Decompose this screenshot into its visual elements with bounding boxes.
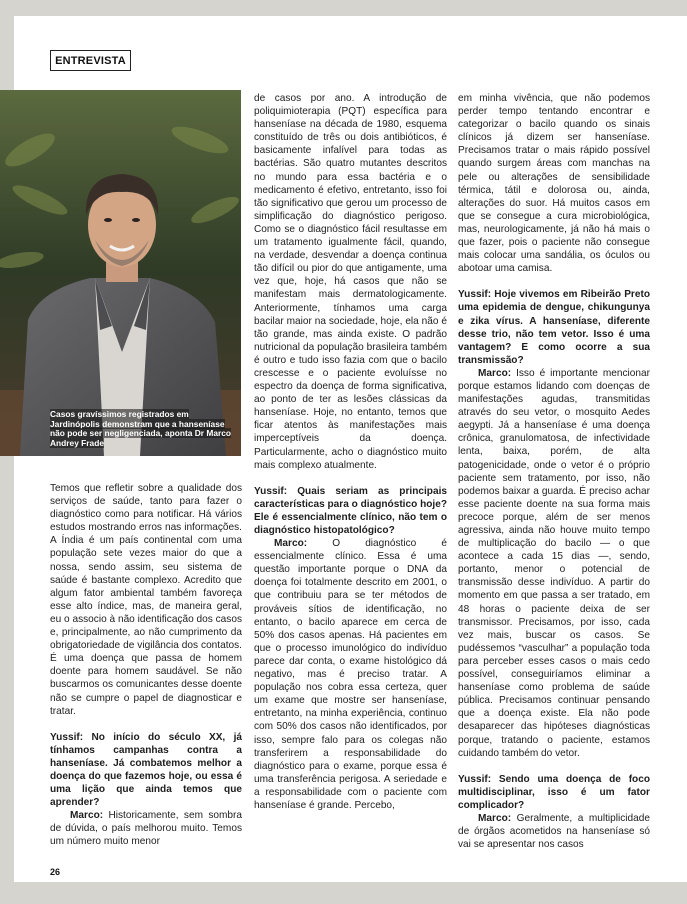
answer-text: Isso é importante mencionar porque estamos lidando com doenças de manifestações agudas, transmitidas através do seu vetor, o mosquito Aedes aegypti. Já a hanseníase é uma doença crônica, granulomatosa, de infectividade lenta, baixa, porém, de alta patogenicidade, onde o vetor é o próprio paciente sem tratamento, por isso, não podemos baixar a guarda. É preciso achar esse paciente doente na sua forma mais precoce porque, além de ser menos agressiva, ainda não houve muito tempo de multiplicação do bacilo — o que acontece a cada 15 dias —, sendo, portanto, menor o potencial de transmissão desse indivíduo. A partir do momento em que passa a ser tratado, em 48 horas o paciente deixa de ser transmissor. Precisamos, por isso, cada vez mais, buscar os casos. Se pudéssemos “vasculhar” a população toda para perceber esses casos o mais cedo possível, conseguiríamos eliminar a hanseníase como problema de saúde pública. Precisamos continuar pensando que a doença existe. Ela não pode desaparecer das hipóteses diagnósticas porque, tratando o paciente, estamos cuidando também do vetor. (458, 367, 650, 759)
photo-caption (50, 410, 240, 448)
question: Yussif: No início do século XX, já tínhamos campanhas contra a hanseníase. Já combatemos melhor a doença do que fazemos hoje, ou essa é uma lição que ainda temos que aprender? (50, 731, 242, 809)
speaker-label: Marco: (478, 367, 512, 379)
answer (458, 812, 650, 851)
speaker-label: Marco: (478, 812, 512, 824)
photo-caption-text: Casos gravíssimos registrados em Jardinópolis demonstram que a hanseníase não pode ser negligenciada, aponta Dr Marco Andrey Frade (50, 409, 232, 448)
question: Yussif: Quais seriam as principais características para o diagnóstico hoje? Ele é essencialmente clínico, não tem o diagnóstico histopatológico? (254, 485, 447, 536)
answer (458, 367, 650, 760)
article-column-1 (50, 482, 242, 849)
speaker-label: Marco: (274, 538, 308, 550)
question: Yussif: Hoje vivemos em Ribeirão Preto uma epidemia de dengue, chikungunya e zika vírus. A hanseníase, diferente desse trio, não tem vetor. Isso é uma vantagem? E como ocorre a sua transmissão? (458, 289, 650, 366)
portrait-image (0, 90, 241, 456)
answer (254, 537, 447, 812)
paragraph: de casos por ano. A introdução de poliquimioterapia (PQT) específica para hanseníase na década de 1980, esquema constituído de três ou dois antibióticos, é basicamente infalível para todas as bactérias. São quatro mutantes descritos no mundo para essa bactéria e o medicamento é efetivo, entretanto, isso foi tão significativo que gerou um processo de simplificação do diagnóstico perigoso. Como se o diagnóstico fácil resultasse em um tratamento igualmente fácil, quando, na verdade, desvendar a doença continua tão difícil ou pior do que antigamente, uma vez que, hoje, há casos que não se manifestam mais dermatologicamente. Anteriormente, tínhamos uma carga bacilar maior na sociedade, hoje, ela não é tão grande, mas ainda existe. O padrão nutricional da população brasileira também é outro e tudo isso fazia com que o bacilo crescesse e o paciente evoluísse no espectro da doença de forma significativa, ao ponto de ter as lesões clássicas da hanseníase. Hoje, no entanto, temos que ficar atentos às manifestações mais imperceptíveis da doença. Particularmente, acho o diagnóstico muito mais complexo atualmente. (254, 93, 447, 471)
interview-photo (0, 90, 241, 456)
article-column-3 (458, 92, 650, 851)
answer-text: O diagnóstico é essencialmente clínico. Essa é uma questão importante porque o DNA da doença foi totalmente descrito em 2001, o que contribuiu para se ter métodos de prováveis sítios de identificação, no entanto, o bacilo aparece em cerca de 50% dos casos apenas. Há pacientes em que o processo imunológico do indivíduo parece dar conta, o exame histológico dá negativo, mas é preciso tratar. A população nos cobra essa certeza, quer um exame que mostre ser hanseníase, entretanto, na minha experiência, continuo com 50% dos casos não identificados, por isso, sempre falo para os colegas não transferirem a responsabilidade do diagnóstico para o exame, porque essa é uma transferência perigosa. A seriedade e a responsabilidade com o paciente com hanseníase é grande. Percebo, (254, 538, 447, 811)
answer-text: Geralmente, a multiplicidade de órgãos acometidos na hanseníase só vai se apresentar nos casos (458, 812, 650, 851)
paragraph: Temos que refletir sobre a qualidade dos serviços de saúde, tanto para fazer o diagnóstico como para notificar. Há vários estudos mostrando erros nas informações. A Índia é um país continental com uma população sete vezes maior do que a nossa, sendo assim, seu sistema de saúde é bastante complexo. Acredito que algum fator ambiental também favoreça esse alto índice, mas, de maneira geral, eu o associo à não identificação dos casos e, principalmente, ao não cumprimento da obrigatoriedade de vigilância dos contatos. É uma doença que passa de homem doente para homem saudável. Se não buscarmos os comunicantes desse doente não se cumpre o papel de diagnosticar e tratar. (50, 483, 242, 717)
page-number: 26 (50, 867, 61, 877)
question: Yussif: Sendo uma doença de foco multidisciplinar, isso é um fator complicador? (458, 773, 650, 811)
article-column-2 (254, 92, 447, 812)
section-tag: ENTREVISTA (50, 50, 131, 71)
paragraph: em minha vivência, que não podemos perder tempo tentando encontrar e categorizar o bacilo quando os sinais clínicos já dizem ser hanseníase. Precisamos tratar o mais rápido possível quando surgem áreas com manchas na pele ou alterações de sensibilidade térmica, tátil e dolorosa ou, ainda, alterações do suor. Há muitos casos em que se consegue a cura microbiológica, mas, neurologicamente, já não há mais o que fazer, pois o paciente não consegue mais colocar uma sandália, os óculos ou abotoar uma camisa. (458, 93, 650, 275)
speaker-label: Marco: (70, 810, 104, 822)
magazine-page (14, 16, 687, 882)
answer-text: Historicamente, sem sombra de dúvida, o país melhorou muito. Temos um número muito menor (50, 810, 242, 848)
answer (50, 809, 242, 848)
